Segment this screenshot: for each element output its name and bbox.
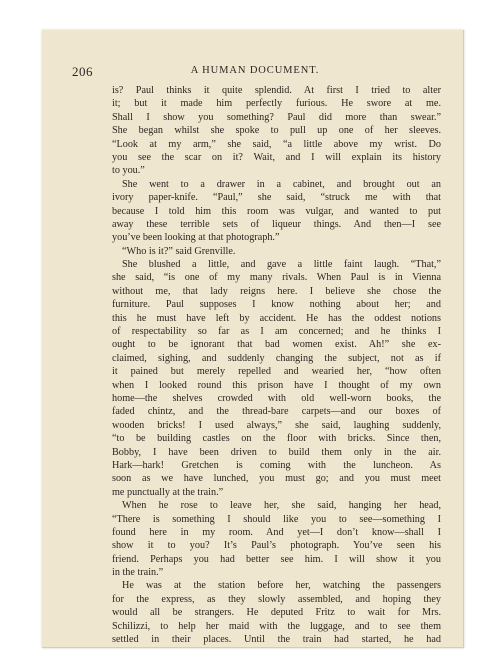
text-line: in the train.”	[112, 567, 164, 579]
text-line: because I told him this room was vulgar, and wanted to put	[112, 205, 441, 217]
text-line: ought to be ignorant that bad women exist. Ah!” she ex-	[112, 339, 441, 351]
page-number: 206	[72, 64, 93, 79]
text-line: is? Paul thinks it quite splendid. At first I tried to alter	[112, 85, 441, 96]
text-line: found here in my room. And yet—I don’t know—shall I	[112, 526, 441, 538]
text-line: when I looked round this prison have I thought of my own	[112, 379, 441, 391]
text-line: away these terrible sets of liqueur things. And then—I see	[112, 218, 441, 230]
text-line: this he must have left by accident. He has the oddest notions	[112, 312, 441, 324]
text-line: it; but it made him perfectly furious. He swore at me.	[112, 98, 441, 110]
text-line: of respectability so far as I am concerned; and he thinks I	[112, 326, 441, 338]
text-line: He was at the station before her, watching the passengers	[122, 580, 441, 592]
text-line: furniture. Paul supposes I know nothing about her; and	[112, 299, 441, 311]
text-line: She began whilst she spoke to pull up one of her sleeves.	[112, 125, 441, 137]
text-line: to you.”	[112, 165, 145, 177]
text-line: Schilizzi, to help her maid with the luggage, and to see them	[112, 620, 441, 632]
text-line: ivory paper-knife. “Paul,” she said, “struck me with that	[112, 192, 441, 204]
text-line: settled in their places. Until the train had started, he had	[112, 634, 441, 646]
body-text	[112, 84, 441, 646]
text-line: without me, that lady reigns here. I believe she chose the	[112, 285, 441, 297]
text-line: Bobby, I have been driven to build them only in the air.	[112, 446, 441, 458]
text-line: she said, “is one of my many rivals. When Paul is in Vienna	[112, 272, 441, 284]
text-line: for the express, as they slowly assembled, and hoping they	[112, 593, 441, 605]
text-line: would all be strangers. He deputed Fritz to wait for Mrs.	[112, 607, 441, 619]
running-head	[70, 64, 440, 80]
text-line: “to be building castles on the floor with bricks. Since then,	[112, 433, 441, 445]
text-line: “Look at my arm,” she said, “a little above my wrist. Do	[112, 138, 441, 150]
text-line: it pained but merely repelled and wearied her, “how often	[112, 366, 441, 378]
text-line: you’ve been looking at that photograph.”	[112, 232, 280, 244]
text-line: Hark—hark! Gretchen is coming with the luncheon. As	[112, 459, 441, 471]
text-line: She went to a drawer in a cabinet, and brought out an	[122, 178, 441, 190]
text-line: She blushed a little, and gave a little faint laugh. “That,”	[122, 259, 441, 271]
text-line: friend. Perhaps you had better see him. I will show it you	[112, 553, 441, 565]
running-title: A HUMAN DOCUMENT.	[190, 65, 320, 76]
text-line: Shall I show you something? Paul did more than swear.”	[112, 111, 441, 123]
text-line: you see the scar on it? Wait, and I will explain its history	[112, 151, 441, 163]
text-line: When he rose to leave her, she said, hanging her head,	[122, 500, 441, 512]
text-line: “Who is it?” said Grenville.	[122, 245, 236, 257]
text-line: show it to you? It’s Paul’s photograph. You’ve seen his	[112, 540, 441, 552]
text-line: soon as we have lunched, you must go; and you must meet	[112, 473, 441, 485]
text-line: claimed, sighing, and suddenly changing the subject, not as if	[112, 352, 441, 364]
text-line: faded chintz, and the thread-bare carpets—and our boxes of	[112, 406, 441, 418]
text-line: home—the shelves crowded with old well-worn books, the	[112, 392, 441, 404]
text-line: “There is something I should like you to see—something I	[112, 513, 441, 525]
text-line: me punctually at the train.”	[112, 486, 224, 498]
text-line: wooden bricks! I used always,” she said, laughing suddenly,	[112, 419, 441, 431]
